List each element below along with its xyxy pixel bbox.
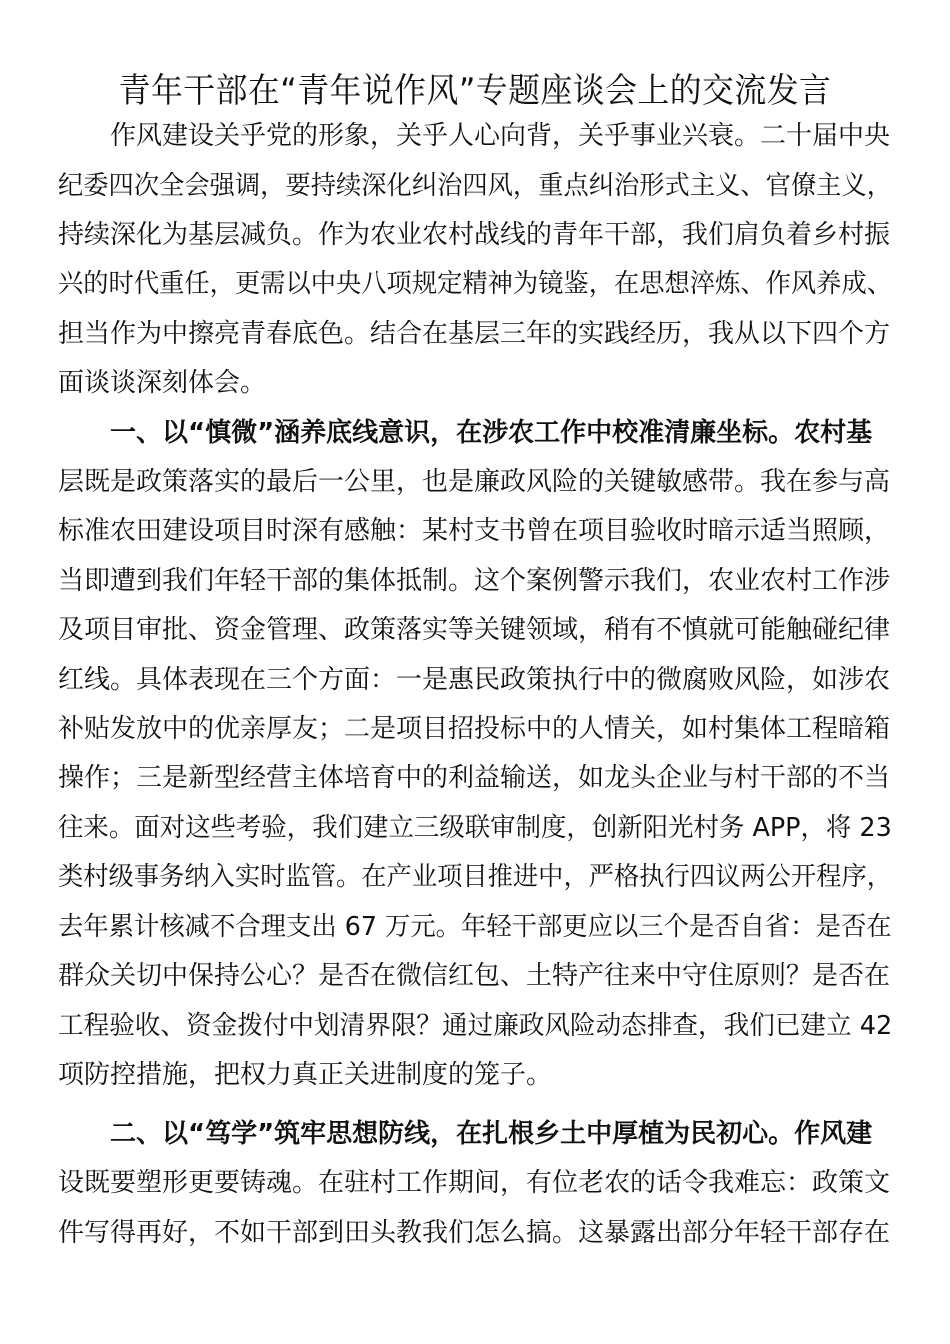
paragraph-line: 红线。具体表现在三个方面：一是惠民政策执行中的微腐败风险，如涉农 bbox=[58, 665, 891, 695]
section-heading-line: 二、以“笃学”筑牢思想防线，在扎根乡土中厚植为民初心。作风建 bbox=[110, 1119, 873, 1149]
paragraph-line: 兴的时代重任，更需以中央八项规定精神为镜鉴，在思想淬炼、作风养成、 bbox=[58, 269, 893, 299]
paragraph-line: 层既是政策落实的最后一公里，也是廉政风险的关键敏感带。我在参与高 bbox=[58, 467, 891, 497]
paragraph-line: 当即遭到我们年轻干部的集体抵制。这个案例警示我们，农业农村工作涉 bbox=[58, 566, 891, 596]
paragraph-line: 操作；三是新型经营主体培育中的利益输送，如龙头企业与村干部的不当 bbox=[58, 763, 891, 793]
section-heading-line: 一、以“慎微”涵养底线意识，在涉农工作中校准清廉坐标。农村基 bbox=[110, 418, 873, 448]
paragraph-line: 群众关切中保持公心？是否在微信红包、土特产往来中守住原则？是否在 bbox=[58, 961, 891, 991]
paragraph-line: 纪委四次全会强调，要持续深化纠治四风，重点纠治形式主义、官僚主义， bbox=[58, 171, 893, 201]
paragraph-line: 持续深化为基层减负。作为农业农村战线的青年干部，我们肩负着乡村振 bbox=[58, 220, 891, 250]
paragraph-line: 往来。面对这些考验，我们建立三级联审制度，创新阳光村务 APP，将 23 bbox=[58, 813, 892, 843]
paragraph-line: 标准农田建设项目时深有感触：某村支书曾在项目验收时暗示适当照顾， bbox=[58, 516, 891, 546]
paragraph-line: 担当作为中擦亮青春底色。结合在基层三年的实践经历，我从以下四个方 bbox=[58, 319, 891, 349]
paragraph-line: 去年累计核减不合理支出 67 万元。年轻干部更应以三个是否自省：是否在 bbox=[58, 912, 892, 942]
paragraph-line: 项防控措施，把权力真正关进制度的笼子。 bbox=[58, 1060, 553, 1090]
paragraph-line: 件写得再好，不如干部到田头教我们怎么搞。这暴露出部分年轻干部存在 bbox=[58, 1218, 891, 1248]
paragraph-line: 面谈谈深刻体会。 bbox=[58, 368, 267, 398]
paragraph-line: 及项目审批、资金管理、政策落实等关键领域，稍有不慎就可能触碰纪律 bbox=[58, 615, 891, 645]
paragraph-line: 类村级事务纳入实时监管。在产业项目推进中，严格执行四议两公开程序， bbox=[58, 862, 893, 892]
paragraph-line: 补贴发放中的优亲厚友；二是项目招投标中的人情关，如村集体工程暗箱 bbox=[58, 714, 891, 744]
paragraph-line: 工程验收、资金拨付中划清界限？通过廉政风险动态排查，我们已建立 42 bbox=[58, 1011, 893, 1041]
paragraph-line: 设既要塑形更要铸魂。在驻村工作期间，有位老农的话令我难忘：政策文 bbox=[58, 1168, 891, 1198]
document-title: 青年干部在“青年说作风”专题座谈会上的交流发言 bbox=[118, 71, 832, 111]
paragraph-line: 作风建设关乎党的形象，关乎人心向背，关乎事业兴衰。二十届中央 bbox=[110, 121, 891, 151]
